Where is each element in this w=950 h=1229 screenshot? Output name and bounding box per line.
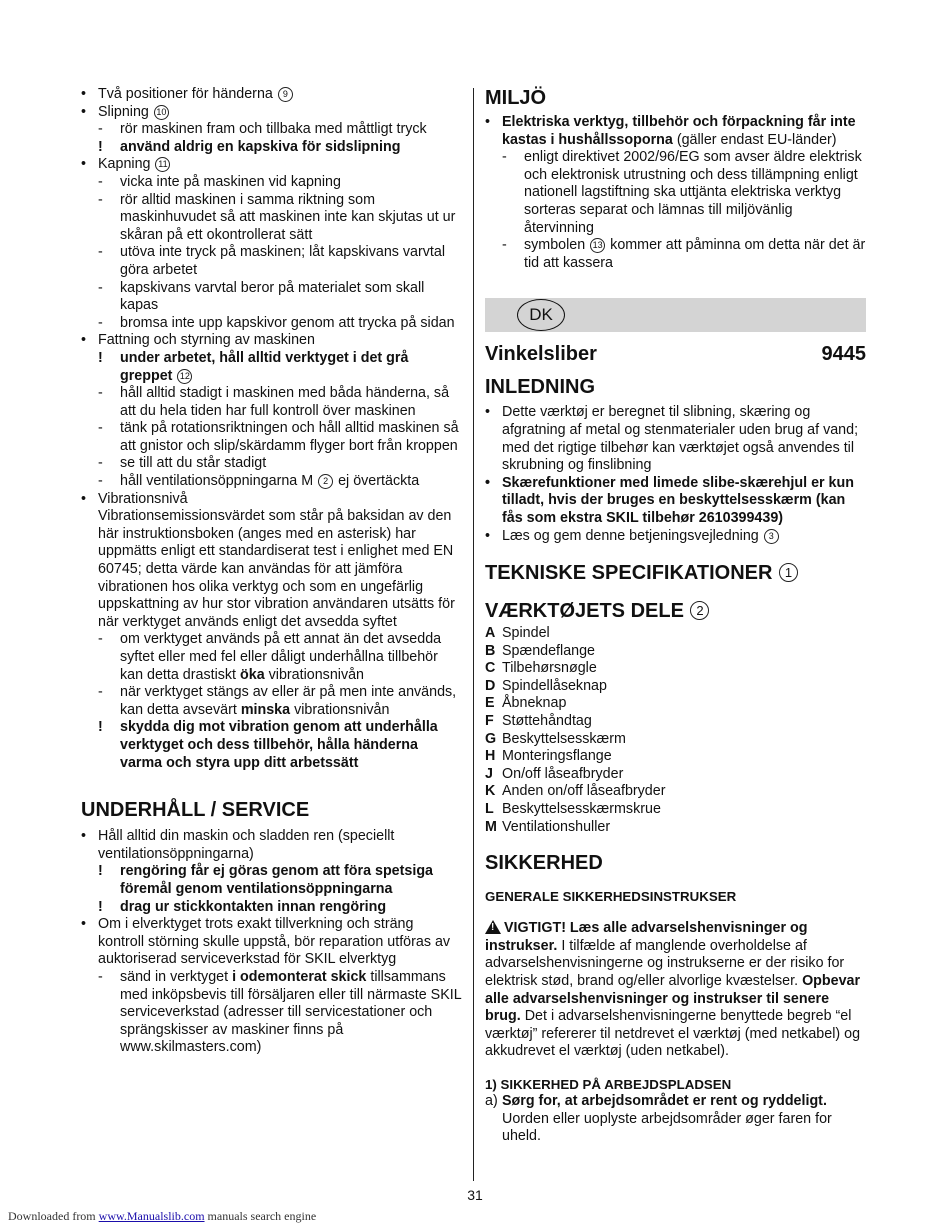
text: under arbetet, håll alltid verktyget i det grå greppet (120, 349, 409, 384)
text: vibrationsnivån (268, 666, 365, 683)
text: I tilfælde af manglende overholdelse af advarselshenvisningerne og instrukserne er der risiko for elektrisk stød, brand og/eller alvorlige kvæstelser. (485, 937, 845, 989)
part-letter: D (485, 677, 496, 694)
part-name: Spindel (502, 625, 550, 642)
list-item (485, 404, 866, 474)
callout-number: 3 (764, 529, 779, 544)
part-item (485, 801, 866, 819)
part-name: Anden on/off låseafbryder (502, 783, 666, 800)
callout-number: 1 (779, 563, 798, 582)
section-heading: INLEDNING (485, 376, 595, 399)
part-name: Åbneknap (502, 695, 567, 712)
list-item: - sänd in verktyget i odemonterat skick tillsammans med inköpsbevis till försäljaren eller till närmaste SKIL serviceverkstad (adresser till servicestationer och sprängskisser av maskiner finns på www.skilmasters.com) (98, 968, 462, 1056)
page-number: 31 (467, 1187, 483, 1203)
warning-item: ! skydda dig mot vibration genom att underhålla verktyget och dess tillbehör, hålla händerna varma och styra upp ditt arbetssätt (98, 719, 438, 771)
list-item: - rör alltid maskinen i samma riktning som maskinhuvudet så att maskinen inte kan skjutas ut ur skåran på ett okontrollerat sätt (98, 191, 456, 243)
list-item (81, 491, 463, 509)
text: rör maskinen fram och tillbaka med måttligt tryck (120, 121, 427, 138)
text: Slipning (98, 103, 149, 120)
text: Uorden eller uoplyste arbejdsområder øger faren for uheld. (502, 1110, 832, 1145)
part-letter: B (485, 642, 496, 659)
warning-triangle-icon (485, 920, 501, 934)
callout-number: 13 (590, 238, 605, 253)
list-item: - när verktyget stängs av eller är på men inte används, kan detta avsevärt minska vibrationsnivån (98, 684, 457, 718)
list-item (81, 104, 463, 122)
list-item (485, 1093, 866, 1146)
text: håll ventilationsöppningarna M (120, 473, 314, 490)
bold-text: öka (240, 666, 265, 683)
heading-text: VÆRKTØJETS DELE (485, 600, 684, 623)
list-item: - se till att du står stadigt (98, 455, 267, 472)
part-item (485, 625, 866, 643)
list-item: - vicka inte på maskinen vid kapning (98, 173, 341, 190)
item-marker: a) (485, 1092, 498, 1109)
paragraph: Vibrationsemissionsvärdet som står på baksidan av den här instruktionsboken (anges med en asterisk) har uppmätts enligt ett standardiserat test i enlighet med EN 60745; detta värde kan användas för att jämföra vibrationen hos olika verktyg och som en ungefärlig uppskattning av hur stor vibration användaren utsätts för när verktyget används enligt det avsedda syftet (98, 508, 455, 630)
parts-list (485, 625, 866, 836)
list-item: - håll alltid stadigt i maskinen med båda händerna, så att du hela tiden har full kontroll över maskinen (98, 385, 450, 419)
warning-paragraph (485, 920, 866, 1061)
text: bromsa inte upp kapskivor genom att trycka på sidan (120, 314, 455, 331)
part-letter: C (485, 660, 496, 677)
list-item: - om verktyget används på ett annat än det avsedda syftet eller med fel eller dåligt underhållna tillbehör kan detta drastiskt öka vibrationsnivån (98, 631, 442, 683)
bold-text: Sørg for, at arbejdsområdet er rent og ryddeligt. (502, 1092, 827, 1109)
left-column (81, 86, 463, 1057)
text: skydda dig mot vibration genom att underhålla verktyget och dess tillbehör, hålla händerna varma och styra upp ditt arbetssätt (120, 719, 438, 771)
list-item (81, 86, 463, 104)
callout-number: 11 (155, 157, 170, 172)
part-item (485, 748, 866, 766)
text: Dette værktøj er beregnet til slibning, skæring og afgratning af metal og stenmaterialer uden brug af vand; med det rigtige tilbehør kan værktøjet også anvendes til skrubning og finslibning (502, 404, 859, 474)
footer-text: Downloaded from (8, 1209, 96, 1223)
warning-item: ! rengöring får ej göras genom att föra spetsiga föremål genom ventilationsöppningarna (98, 863, 434, 897)
text: (gäller endast EU-länder) (676, 131, 837, 148)
text: symbolen (524, 237, 586, 254)
section-heading: UNDERHÅLL / SERVICE (81, 799, 310, 822)
part-name: Ventilationshuller (502, 818, 611, 835)
section-heading: SIKKERHED (485, 852, 603, 875)
text: Vibrationsnivå (98, 490, 188, 507)
text: sänd in verktyget (120, 968, 229, 985)
callout-number: 12 (177, 369, 192, 384)
part-item (485, 660, 866, 678)
product-name: Vinkelsliber (485, 343, 597, 366)
model-number: 9445 (821, 343, 866, 366)
callout-number: 9 (278, 87, 293, 102)
footer-text: manuals search engine (207, 1209, 317, 1223)
part-item (485, 783, 866, 801)
text: Kapning (98, 156, 151, 173)
list-item: - bromsa inte upp kapskivor genom att trycka på sidan (98, 314, 455, 331)
part-item (485, 766, 866, 784)
list-item: - kapskivans varvtal beror på materialet som skall kapas (98, 279, 425, 314)
column-divider (473, 88, 474, 1181)
text: Det i advarselshenvisningerne benyttede begreb “el værktøj” refererer til netdrevet el værktøj (med netkabel) og akkudrevet el værktøj (uden netkabel). (485, 1008, 861, 1060)
part-letter: K (485, 783, 496, 800)
text: drag ur stickkontakten innan rengöring (120, 898, 387, 915)
text: Skærefunktioner med limede slibe-skærehjul er kun tilladt, hvis der bruges en beskyttelsesskærm (kan fås som ekstra SKIL tilbehør 2610399439) (502, 474, 854, 526)
download-footer (8, 1208, 316, 1226)
subsection-heading: GENERALE SIKKERHEDSINSTRUKSER (485, 889, 737, 905)
text: Två positioner för händerna (98, 86, 273, 102)
part-item (485, 695, 866, 713)
part-letter: F (485, 713, 494, 730)
list-item (81, 828, 463, 863)
part-name: Tilbehørsnøgle (502, 660, 597, 677)
list-item (485, 475, 866, 528)
warning-item: ! använd aldrig en kapskiva för sidslipning (98, 138, 401, 155)
part-name: Støttehåndtag (502, 713, 592, 730)
text: se till att du står stadigt (120, 455, 267, 472)
part-letter: M (485, 818, 497, 835)
list-item (485, 114, 866, 149)
text: vicka inte på maskinen vid kapning (120, 173, 341, 190)
text: enligt direktivet 2002/96/EG som avser äldre elektrisk och elektronisk utrustning och dess tillämpning enligt nationell lagstiftning ska uttjänta elektriska verktyg sorteras separat och lämnas till miljövänlig återvinning (524, 149, 862, 236)
subsection-heading: 1) SIKKERHED PÅ ARBEJDSPLADSEN (485, 1076, 732, 1092)
text: Fattning och styrning av maskinen (98, 332, 315, 349)
list-item: - håll ventilationsöppningarna M 2 ej övertäckta (98, 473, 420, 490)
part-letter: H (485, 748, 496, 765)
text: tillsammans med inköpsbevis till försäljaren eller till närmaste SKIL serviceverkstad (adresser till servicestationer och sprängskisser av maskiner finns på www.skilmasters.com) (120, 968, 462, 1056)
list-item: - rör maskinen fram och tillbaka med måttligt tryck (98, 121, 427, 138)
section-heading (485, 599, 866, 623)
bold-text: VIGTIGT! Læs alle advarselshenvisninger og instrukser. (485, 920, 808, 954)
bold-text: i odemonterat skick (232, 968, 367, 985)
warning-item: ! drag ur stickkontakten innan rengöring (98, 898, 387, 915)
list-item (81, 332, 463, 350)
part-name: On/off låseafbryder (502, 765, 624, 782)
text: utöva inte tryck på maskinen; låt kapskivans varvtal göra arbetet (120, 244, 446, 278)
list-item (81, 156, 463, 174)
text: kommer att påminna om detta när det är tid att kassera (524, 237, 866, 271)
text: rengöring får ej göras genom att föra spetsiga föremål genom ventilationsöppningarna (120, 863, 434, 897)
part-letter: A (485, 625, 496, 642)
part-item (485, 678, 866, 696)
text: tänk på rotationsriktningen och håll alltid maskinen så att gnistor och slip/skärdamm flyger bort från kroppen (120, 420, 459, 454)
part-name: Beskyttelsesskærmskrue (502, 801, 661, 818)
text: Håll alltid din maskin och sladden ren (speciellt ventilationsöppningarna) (98, 828, 395, 862)
list-item: - tänk på rotationsriktningen och håll alltid maskinen så att gnistor och slip/skärdamm flyger bort från kroppen (98, 420, 459, 454)
text: använd aldrig en kapskiva för sidslipning (120, 138, 401, 155)
bold-text: Opbevar alle advarselshenvisninger og instrukser til senere brug. (485, 973, 861, 1025)
heading-text: TEKNISKE SPECIFIKATIONER (485, 562, 773, 585)
part-item (485, 713, 866, 731)
part-item (485, 731, 866, 749)
text: när verktyget stängs av eller är på men inte används, kan detta avsevärt (120, 684, 457, 718)
part-letter: E (485, 695, 495, 712)
text: rör alltid maskinen i samma riktning som maskinhuvudet så att maskinen inte kan skjutas ut ur skåran på ett okontrollerat sätt (120, 191, 456, 243)
right-column (485, 86, 866, 1146)
text: om verktyget används på ett annat än det avsedda syftet eller med fel eller dåligt underhållna tillbehör kan detta drastiskt (120, 631, 442, 683)
part-letter: J (485, 765, 493, 782)
bold-text: minska (240, 701, 291, 718)
warning-item: ! under arbetet, håll alltid verktyget i det grå greppet 12 (98, 349, 409, 384)
list-item (81, 916, 463, 969)
section-heading: MILJÖ (485, 87, 547, 109)
list-item: - utöva inte tryck på maskinen; låt kapskivans varvtal göra arbetet (98, 244, 446, 278)
part-name: Beskyttelsesskærm (502, 730, 626, 747)
list-item: - symbolen 13 kommer att påminna om detta när det är tid att kassera (502, 237, 866, 271)
part-item (485, 819, 866, 837)
text: Læs og gem denne betjeningsvejledning (502, 527, 759, 544)
callout-number: 10 (154, 105, 169, 120)
text: Om i elverktyget trots exakt tillverkning och sträng kontroll störning skulle uppstå, bör reparation utföras av auktoriserad serviceverkstad för SKIL elverktyg (98, 916, 451, 968)
part-letter: G (485, 730, 497, 747)
product-title-row (485, 342, 866, 366)
text: ej övertäckta (338, 473, 420, 490)
footer-link[interactable]: www.Manualslib.com (98, 1209, 205, 1223)
callout-number: 2 (318, 474, 333, 489)
language-bar (485, 298, 866, 332)
callout-number: 2 (690, 601, 709, 620)
part-name: Spændeflange (502, 642, 596, 659)
text: vibrationsnivån (294, 701, 390, 718)
language-badge: DK (517, 299, 565, 331)
bold-text: Elektriska verktyg, tillbehör och förpackning får inte kastas i hushållssoporna (502, 114, 856, 148)
list-item (485, 528, 866, 546)
part-name: Monteringsflange (502, 748, 612, 765)
text: håll alltid stadigt i maskinen med båda händerna, så att du hela tiden har full kontroll över maskinen (120, 385, 450, 419)
part-name: Spindellåseknap (502, 677, 607, 694)
part-item (485, 643, 866, 661)
text: kapskivans varvtal beror på materialet som skall kapas (120, 279, 425, 314)
part-letter: L (485, 801, 494, 818)
list-item: - enligt direktivet 2002/96/EG som avser äldre elektrisk och elektronisk utrustning och dess tillämpning enligt nationell lagstiftning ska uttjänta elektriska verktyg sorteras separat och lämnas till miljövänlig återvinning (502, 149, 862, 236)
section-heading (485, 561, 866, 585)
